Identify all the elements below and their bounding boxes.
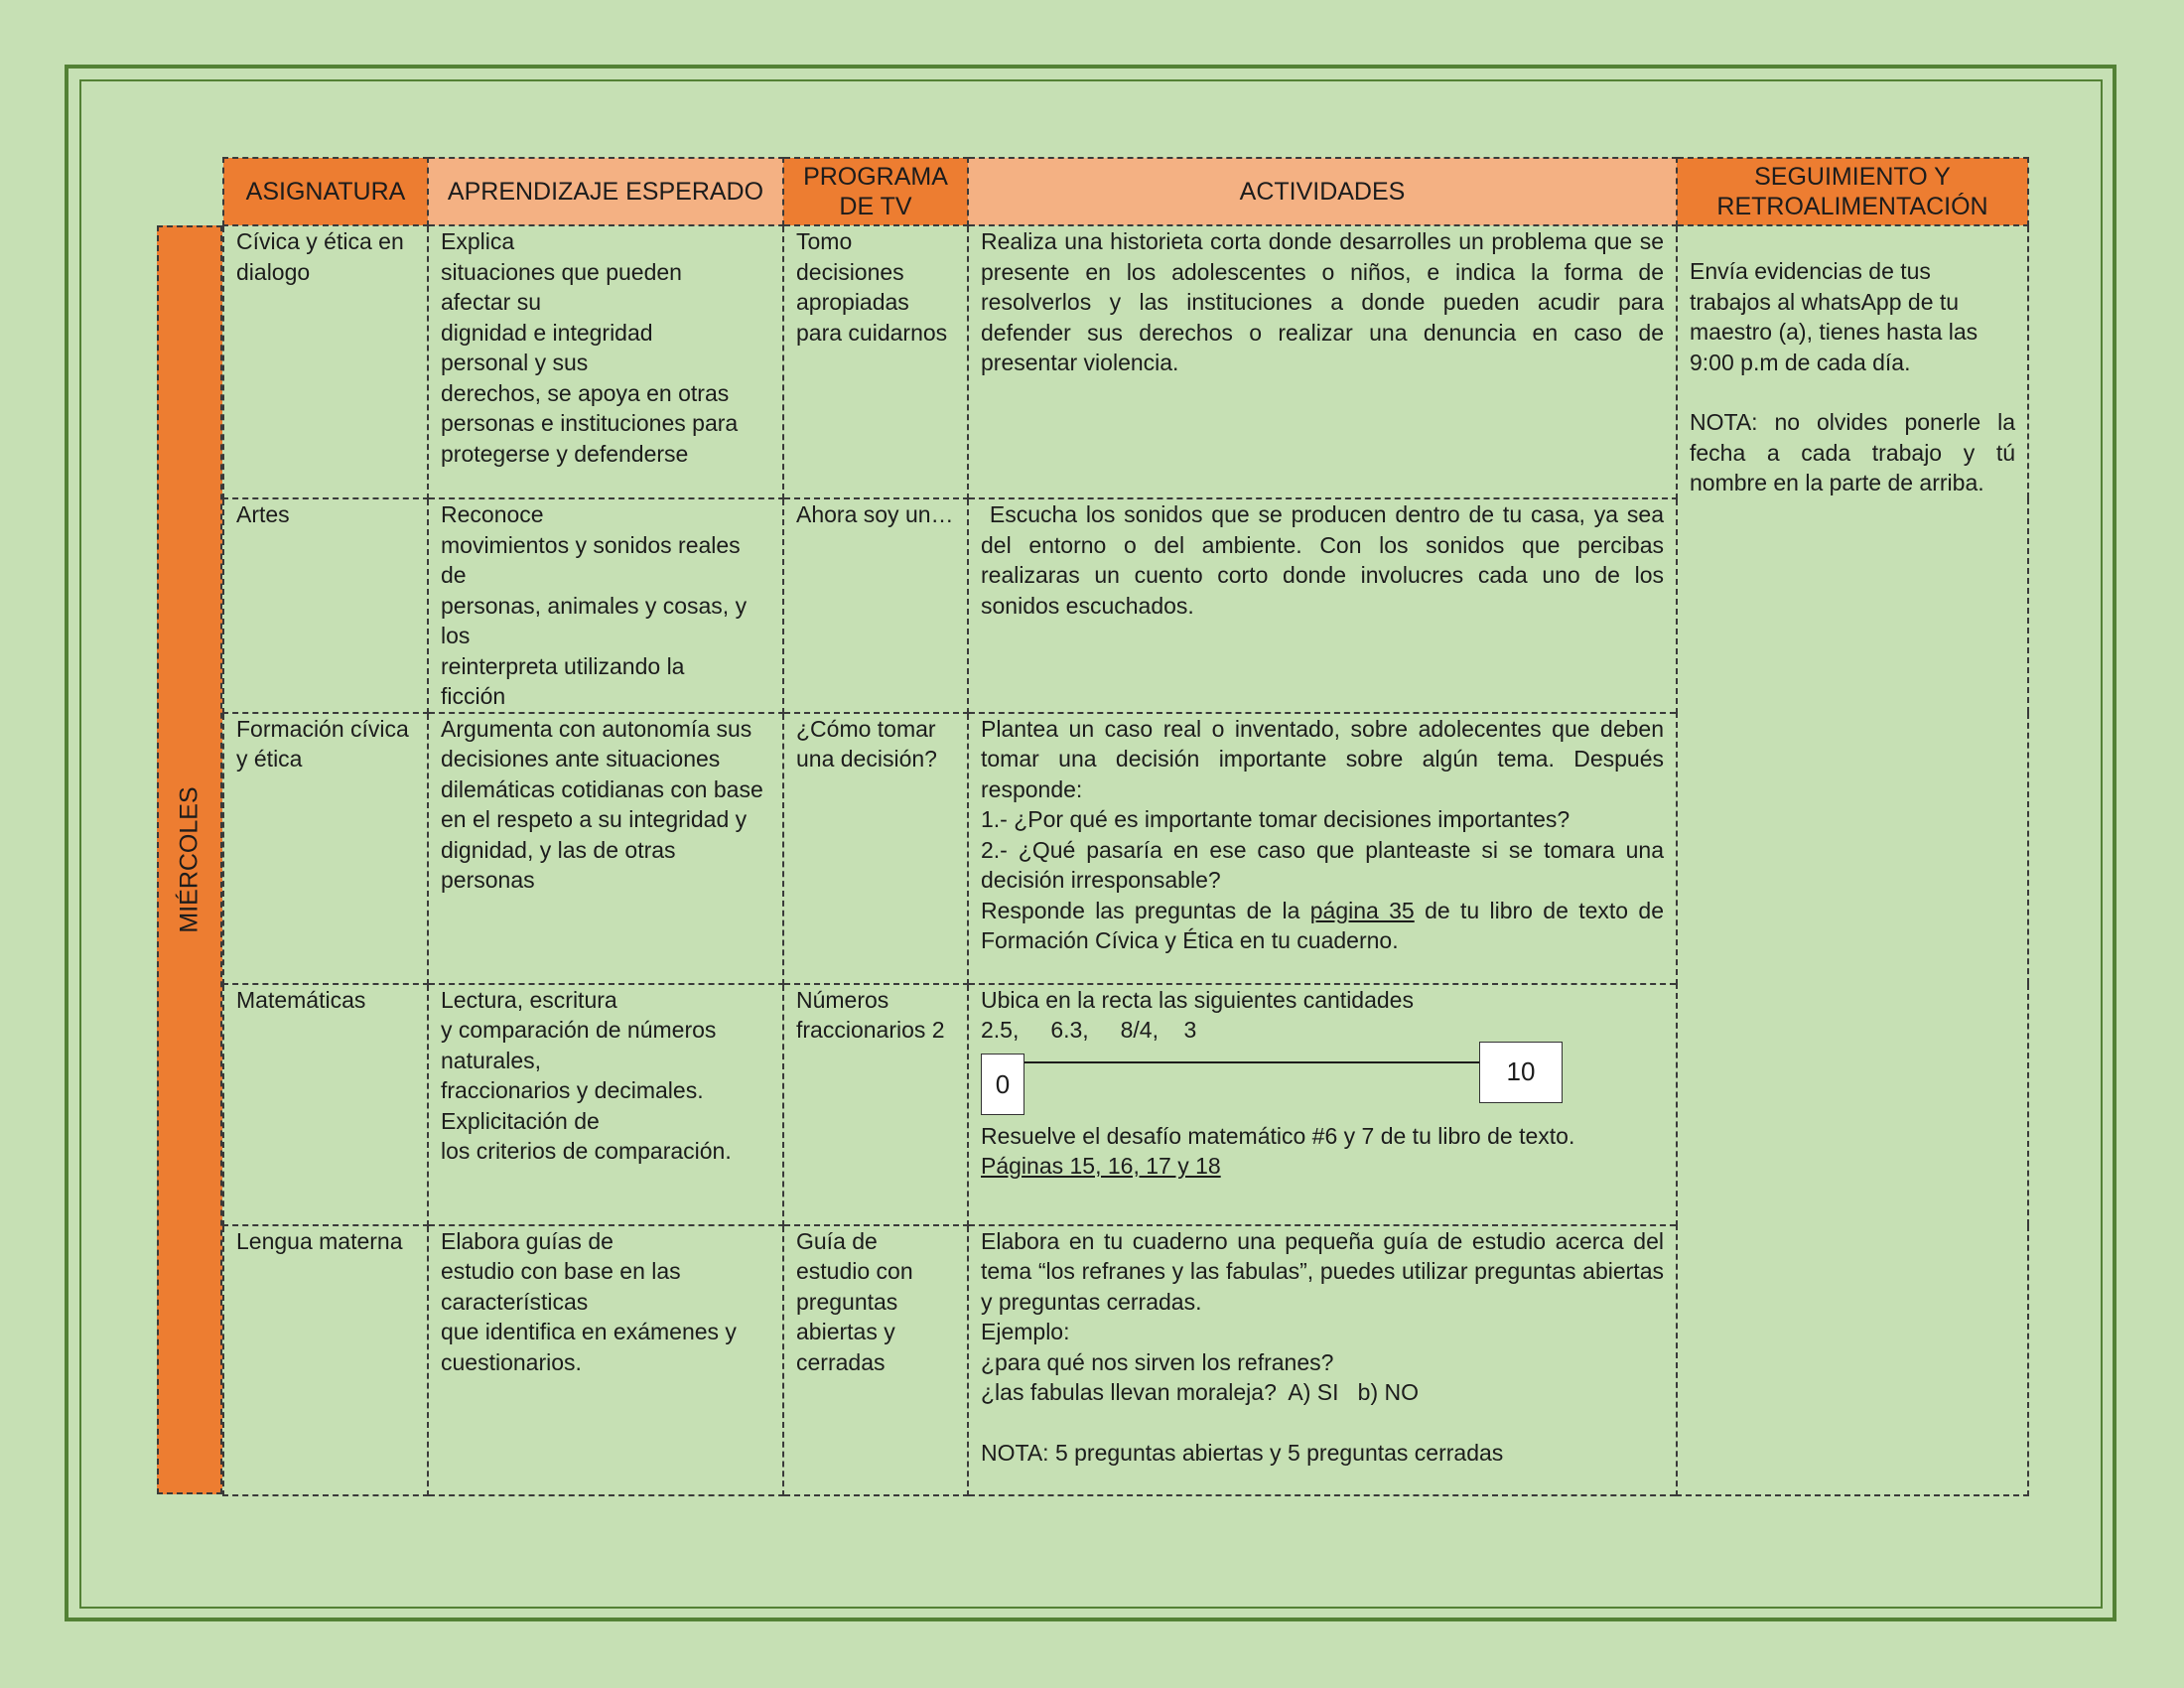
actividad-intro: Plantea un caso real o inventado, sobre adolecentes que deben tomar una decisión importante sobre algún tema. Después responde: [981, 715, 1664, 802]
header-actividades: ACTIVIDADES [968, 158, 1677, 225]
aprendizaje-line: fraccionarios y decimales. [441, 1077, 704, 1103]
aprendizaje-line: naturales, [441, 1047, 542, 1073]
table-row [223, 225, 2028, 498]
aprendizaje-line: protegerse y defenderse [441, 440, 689, 467]
cell-asignatura: Matemáticas [223, 984, 428, 1225]
actividad-nota: NOTA: 5 preguntas abiertas y 5 preguntas cerradas [981, 1439, 1504, 1466]
aprendizaje-line: Elabora guías de [441, 1227, 614, 1254]
cell-asignatura: Artes [223, 498, 428, 713]
actividad-paginas[interactable]: Páginas 15, 16, 17 y 18 [981, 1153, 1221, 1179]
cell-actividades [968, 1225, 1677, 1495]
aprendizaje-line: características [441, 1288, 589, 1315]
aprendizaje-line: cuestionarios. [441, 1348, 582, 1375]
cell-programa: Números fraccionarios 2 [783, 984, 968, 1225]
actividad-question: ¿para qué nos sirven los refranes? [981, 1348, 1334, 1375]
cell-actividades: Escucha los sonidos que se producen dentro de tu casa, ya sea del entorno o del ambiente. Con los sonidos que percibas realizaras un cuento corto donde involucres cada uno de los sonidos escuchados. [968, 498, 1677, 713]
aprendizaje-line: y comparación de números [441, 1017, 717, 1043]
seguimiento-note: NOTA: no olvides ponerle la fecha a cada trabajo y tú nombre en la parte de arriba. [1690, 409, 2015, 495]
actividad-question: 1.- ¿Por qué es importante tomar decisiones importantes? [981, 806, 1570, 832]
cell-programa: Tomo decisiones apropiadas para cuidarnos [783, 225, 968, 498]
actividad-intro: Ubica en la recta las siguientes cantidades [981, 986, 1414, 1013]
aprendizaje-line: ficción [441, 683, 506, 709]
aprendizaje-line: personal y sus [441, 350, 589, 375]
aprendizaje-line: Lectura, escritura [441, 986, 617, 1013]
page-link[interactable]: página 35 [1309, 897, 1415, 923]
aprendizaje-line: afectar su [441, 289, 541, 315]
aprendizaje-line: reinterpreta utilizando la [441, 652, 685, 679]
instruction-text: Responde las preguntas de la [981, 897, 1310, 923]
aprendizaje-line: Explicitación de [441, 1107, 600, 1134]
cell-actividades [968, 713, 1677, 984]
header-programa: PROGRAMA DE TV [783, 158, 968, 225]
schedule-table [222, 157, 2029, 1496]
cell-actividades [968, 984, 1677, 1225]
aprendizaje-line: estudio con base en las [441, 1258, 681, 1284]
cell-seguimiento [1677, 225, 2028, 1495]
actividad-desafio: Resuelve el desafío matemático #6 y 7 de tu libro de texto. [981, 1122, 1575, 1149]
header-asignatura: ASIGNATURA [223, 158, 428, 225]
actividad-instruction [981, 896, 1671, 956]
aprendizaje-line: movimientos y sonidos reales de [441, 531, 741, 588]
cell-asignatura: Lengua materna [223, 1225, 428, 1495]
instruction-text: de tu libro de texto de Formación Cívica y Ética en tu cuaderno. [981, 897, 1671, 953]
seguimiento-text: Envía evidencias de tus trabajos al whatsApp de tu maestro (a), tienes hasta las 9:00 p.m de cada día. [1690, 258, 1979, 375]
aprendizaje-line: personas e instituciones para [441, 410, 739, 436]
aprendizaje-line: Reconoce [441, 501, 544, 527]
aprendizaje-line: personas, animales y cosas, y los [441, 592, 748, 648]
aprendizaje-line: situaciones que pueden [441, 258, 682, 285]
quantities-list: 2.5, 6.3, 8/4, 3 [981, 1017, 1197, 1043]
cell-programa: ¿Cómo tomar una decisión? [783, 713, 968, 984]
number-line [981, 1052, 1664, 1117]
aprendizaje-line: derechos, se apoya en otras [441, 379, 730, 406]
number-line-start-box: 0 [981, 1054, 1024, 1115]
header-aprendizaje: APRENDIZAJE ESPERADO [428, 158, 783, 225]
cell-asignatura: Formación cívica y ética [223, 713, 428, 984]
cell-aprendizaje: Argumenta con autonomía sus decisiones ante situaciones dilemáticas cotidianas con base en el respeto a su integridad y dignidad, y las de otras personas [428, 713, 783, 984]
cell-aprendizaje [428, 1225, 783, 1495]
cell-programa: Guía de estudio con preguntas abiertas y cerradas [783, 1225, 968, 1495]
actividad-question: ¿las fabulas llevan moraleja? A) SI b) NO [981, 1379, 1420, 1405]
actividad-intro: Elabora en tu cuaderno una pequeña guía de estudio acerca del tema “los refranes y las fabulas”, puedes utilizar preguntas abiertas y preguntas cerradas. [981, 1227, 1664, 1315]
aprendizaje-line: que identifica en exámenes y [441, 1319, 737, 1344]
cell-aprendizaje [428, 225, 783, 498]
day-label-text: MIÉRCOLES [175, 786, 204, 933]
cell-aprendizaje [428, 984, 783, 1225]
header-seguimiento: SEGUIMIENTO Y RETROALIMENTACIÓN [1677, 158, 2028, 225]
actividad-ejemplo: Ejemplo: [981, 1319, 1070, 1344]
header-row [223, 158, 2028, 225]
number-line-end-box: 10 [1479, 1042, 1563, 1103]
aprendizaje-line: los criterios de comparación. [441, 1138, 732, 1164]
cell-aprendizaje [428, 498, 783, 713]
cell-programa: Ahora soy un… [783, 498, 968, 713]
number-line-axis [997, 1061, 1493, 1063]
day-label [157, 225, 222, 1494]
aprendizaje-line: Explica [441, 228, 515, 254]
actividad-question: 2.- ¿Qué pasaría en ese caso que planteaste si se tomara una decisión irresponsable? [981, 836, 1664, 893]
cell-asignatura: Cívica y ética en dialogo [223, 225, 428, 498]
cell-actividades: Realiza una historieta corta donde desarrolles un problema que se presente en los adolescentes o niños, e indica la forma de resolverlos y las instituciones a donde pueden acudir para defender sus derechos o realizar una denuncia en caso de presentar violencia. [968, 225, 1677, 498]
aprendizaje-line: dignidad e integridad [441, 319, 653, 346]
